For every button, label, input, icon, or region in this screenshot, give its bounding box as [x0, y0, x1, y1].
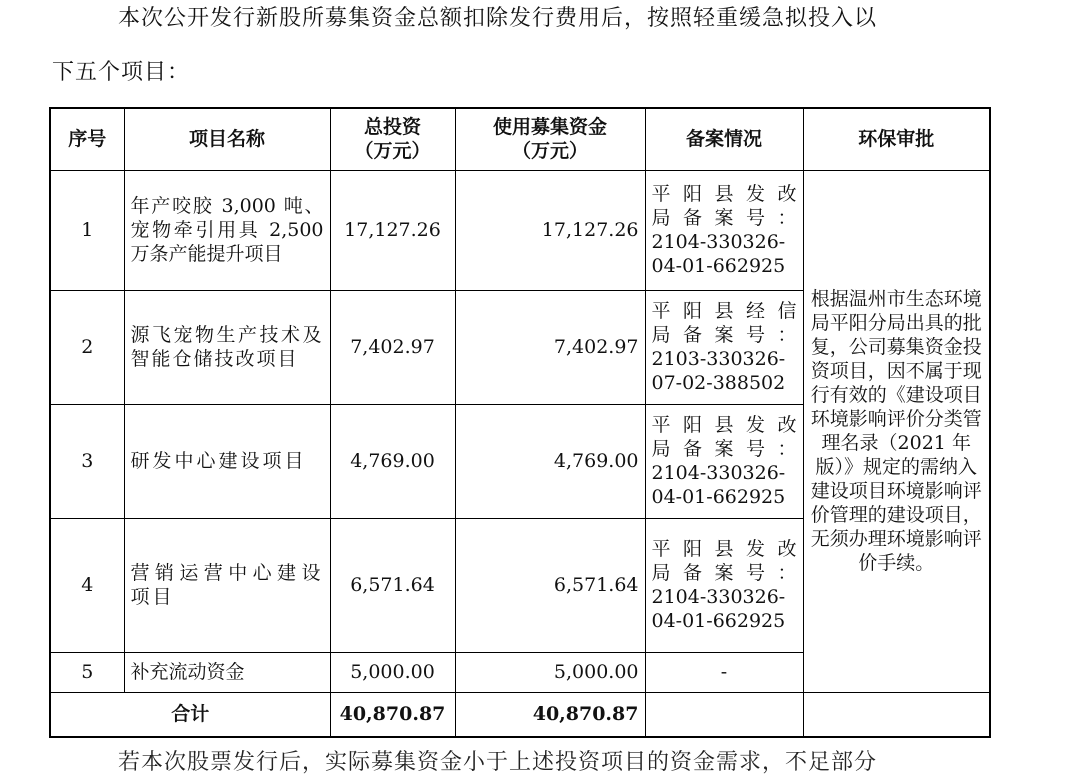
row3-filing-line2: 局备案号： — [651, 438, 797, 460]
row1-filing-line1: 平阳县发改 — [651, 183, 797, 205]
row5-total: 5,000.00 — [330, 652, 455, 692]
row3-raised: 4,769.00 — [455, 404, 645, 518]
row4-raised: 6,571.64 — [455, 518, 645, 652]
row2-filing-line3: 2103-330326- — [651, 348, 786, 370]
total-label: 合计 — [50, 692, 330, 737]
row2-no: 2 — [50, 290, 124, 404]
row2-filing-line4: 07-02-388502 — [651, 372, 786, 394]
row5-raised: 5,000.00 — [455, 652, 645, 692]
row4-total: 6,571.64 — [330, 518, 455, 652]
header-filing: 备案情况 — [645, 108, 803, 170]
row5-no: 5 — [50, 652, 124, 692]
row4-filing-line4: 04-01-662925 — [651, 610, 786, 632]
outro-paragraph-line1: 若本次股票发行后，实际募集资金小于上述投资项目的资金需求，不足部分 — [118, 750, 878, 775]
intro-paragraph-line1: 本次公开发行新股所募集资金总额扣除发行费用后，按照轻重缓急拟投入以 — [118, 6, 878, 31]
row1-filing-line2: 局备案号： — [651, 207, 797, 229]
row4-no: 4 — [50, 518, 124, 652]
row5-filing: - — [645, 652, 803, 692]
projects-table — [49, 107, 991, 738]
row3-filing-line4: 04-01-662925 — [651, 486, 786, 508]
header-total — [330, 108, 455, 170]
row3-filing — [645, 404, 803, 518]
table-row — [50, 170, 990, 290]
header-env: 环保审批 — [803, 108, 990, 170]
row1-no: 1 — [50, 170, 124, 290]
row2-filing-line1: 平阳县经信 — [651, 300, 797, 322]
row1-raised: 17,127.26 — [455, 170, 645, 290]
env-approval-cell: 根据温州市生态环境局平阳分局出具的批复，公司募集资金投资项目，因不属于现行有效的《建设项目环境影响评价分类管理名录（2021 年版）》规定的需纳入建设项目环境影响评价管理的建设项目，无须办理环境影响评价手续。 — [803, 170, 990, 692]
row2-filing — [645, 290, 803, 404]
header-raised-line2: （万元） — [511, 140, 588, 163]
row2-filing-line2: 局备案号： — [651, 324, 797, 346]
header-total-line1: 总投资 — [363, 116, 421, 139]
row3-name: 研发中心建设项目 — [124, 404, 330, 518]
row1-filing-line4: 04-01-662925 — [651, 255, 786, 277]
header-no: 序号 — [50, 108, 124, 170]
total-investment: 40,870.87 — [330, 692, 455, 737]
row4-filing-line1: 平阳县发改 — [651, 538, 797, 560]
row2-total: 7,402.97 — [330, 290, 455, 404]
row4-filing-line3: 2104-330326- — [651, 586, 786, 608]
row2-name: 源飞宠物生产技术及智能仓储技改项目 — [124, 290, 330, 404]
total-env-empty — [803, 692, 990, 737]
row1-filing — [645, 170, 803, 290]
row1-name: 年产咬胶 3,000 吨、宠物牵引用具 2,500 万条产能提升项目 — [124, 170, 330, 290]
header-total-line2: （万元） — [354, 140, 431, 163]
row4-filing — [645, 518, 803, 652]
row3-total: 4,769.00 — [330, 404, 455, 518]
total-row — [50, 692, 990, 737]
table-header-row — [50, 108, 990, 170]
total-raised: 40,870.87 — [455, 692, 645, 737]
row4-filing-line2: 局备案号： — [651, 562, 797, 584]
intro-paragraph-line2: 下五个项目： — [52, 60, 191, 85]
row5-name: 补充流动资金 — [124, 652, 330, 692]
total-filing-empty — [645, 692, 803, 737]
header-raised-line1: 使用募集资金 — [492, 116, 607, 139]
row4-name: 营销运营中心建设项目 — [124, 518, 330, 652]
row3-no: 3 — [50, 404, 124, 518]
row2-raised: 7,402.97 — [455, 290, 645, 404]
row3-filing-line1: 平阳县发改 — [651, 414, 797, 436]
row1-filing-line3: 2104-330326- — [651, 231, 786, 253]
row1-total: 17,127.26 — [330, 170, 455, 290]
row3-filing-line3: 2104-330326- — [651, 462, 786, 484]
header-raised — [455, 108, 645, 170]
header-name: 项目名称 — [124, 108, 330, 170]
